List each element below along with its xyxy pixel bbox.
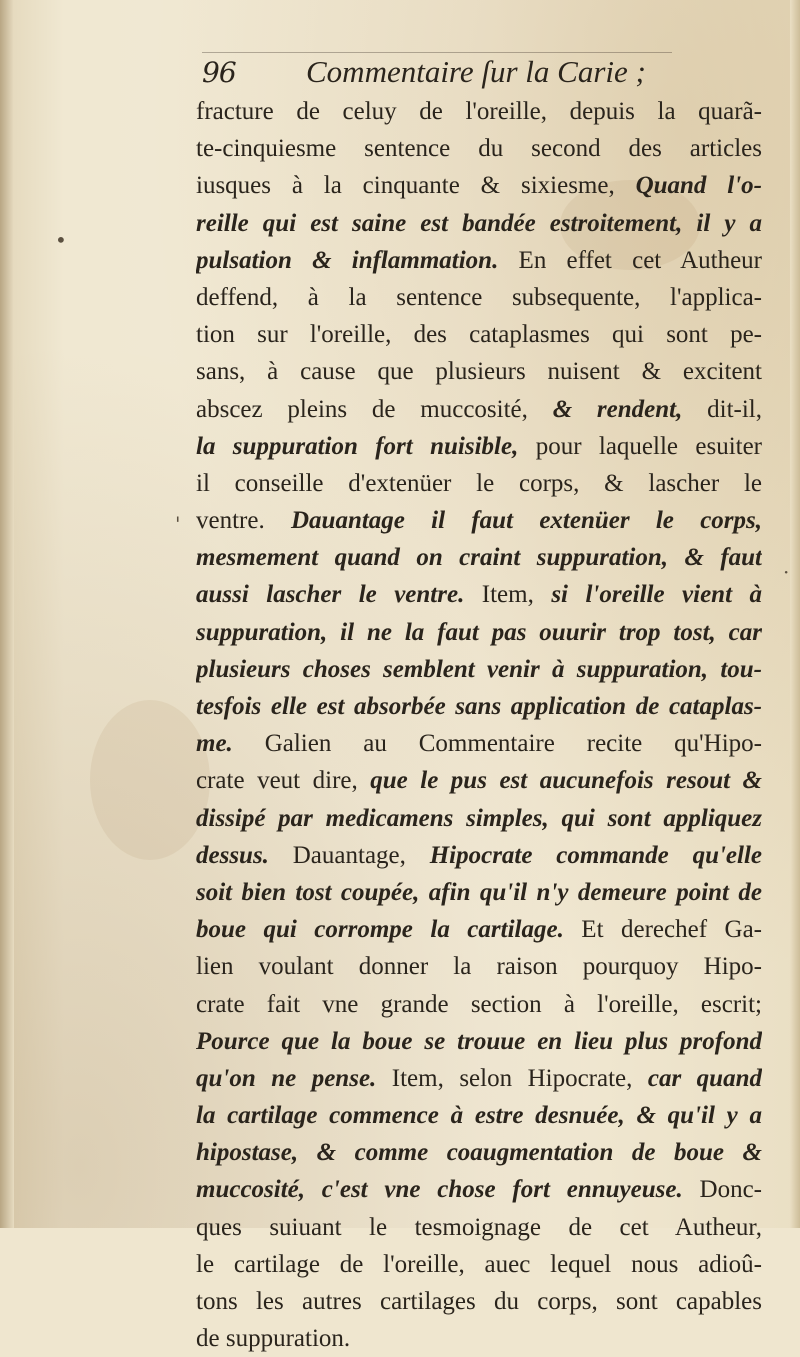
italic-quote-segment: dessus. [196,841,269,869]
text-line [196,1097,762,1134]
text-segment: le cartilage de l'oreille, auec lequel nous adioû- [196,1250,762,1278]
italic-quote-segment: que le pus est aucunefois resout & [370,767,762,795]
body-text [196,93,762,1357]
text-segment: Item, selon Hipocrate, [376,1064,648,1092]
page-gutter [0,0,14,1228]
text-line [196,465,762,502]
text-line [196,428,762,465]
text-segment: sans, à cause que plusieurs nuisent & excitent [196,358,762,386]
text-line [196,614,762,651]
running-head [202,50,682,92]
text-segment: ques suiuant le tesmoignage de cet Autheur, [196,1213,762,1241]
text-segment: iusques à la cinquante & sixiesme, [196,172,636,200]
text-line [196,688,762,725]
text-segment: abscez pleins de muccosité, [196,395,553,423]
running-title: Commentaire ſur la Carie ; [306,54,646,89]
italic-quote-segment: boue qui corrompe la cartilage. [196,916,564,944]
italic-quote-segment: mesmement quand on craint suppuration, & faut [196,544,762,572]
text-line [196,1209,762,1246]
italic-quote-segment: plusieurs choses semblent venir à suppuration, tou- [196,655,762,683]
italic-quote-segment: me. [196,730,233,758]
italic-quote-segment: aussi lascher le ventre. [196,581,465,609]
text-line [196,167,762,204]
italic-quote-segment: & rendent, [552,395,683,423]
text-line [196,1246,762,1283]
text-line [196,1171,762,1208]
text-segment: ventre. [196,507,291,535]
text-segment: fracture de celuy de l'oreille, depuis la quarã- [196,98,762,125]
text-segment: Item, [464,581,552,609]
head-rule [202,52,672,53]
text-line [196,316,762,353]
italic-quote-segment: muccosité, c'est vne chose fort ennuyeuse. [196,1176,683,1204]
text-line [196,93,762,130]
italic-quote-segment: hipostase, & comme coaugmentation de boue & [196,1139,762,1167]
text-line [196,242,762,279]
text-line [196,130,762,167]
text-segment: Donc- [682,1176,762,1204]
italic-quote-segment: reille qui est saine est bandée estroitement, il y a [196,209,762,237]
text-segment: crate fait vne grande section à l'oreille, escrit; [196,990,762,1018]
text-line [196,986,762,1023]
text-line [196,725,762,762]
italic-quote-segment: si l'oreille vient à [551,581,762,609]
text-line [196,1060,762,1097]
text-line [196,837,762,874]
text-line [196,651,762,688]
italic-quote-segment: qu'on ne pense. [196,1064,377,1092]
text-line [196,279,762,316]
italic-quote-segment: car quand [647,1064,762,1092]
italic-quote-segment: pulsation & inflammation. [196,246,499,274]
text-segment: Galien au Commentaire recite qu'Hipo- [232,730,762,758]
italic-quote-segment: soit bien tost coupée, afin qu'il n'y demeure point de [196,878,762,906]
text-line [196,1283,762,1320]
text-line [196,205,762,242]
italic-quote-segment: suppuration, il ne la faut pas ouurir trop tost, car [196,618,762,646]
text-line [196,874,762,911]
text-line [196,539,762,576]
italic-quote-segment: la cartilage commence à estre desnuée, & qu'il y a [196,1102,762,1130]
text-segment: lien voulant donner la raison pourquoy Hipo- [196,953,762,981]
text-segment: dit-il, [682,395,762,423]
text-line [196,502,762,539]
margin-dot: • [55,228,67,252]
text-segment: te-cinquiesme sentence du second des articles [196,135,762,163]
text-segment: pour laquelle esuiter [518,432,762,460]
text-line [196,911,762,948]
text-segment: tion sur l'oreille, des cataplasmes qui sont pe- [196,321,762,349]
italic-quote-segment: Quand l'o- [635,172,762,200]
page-number: 96 [202,56,236,89]
text-segment: Et derechef Ga- [563,916,762,944]
page-edge [790,0,800,1228]
text-segment: crate veut dire, [196,767,371,795]
text-line [196,948,762,985]
paper-stain [90,700,210,860]
text-segment: deffend, à la sentence subsequente, l'applica- [196,283,762,311]
italic-quote-segment: Hipocrate commande qu'elle [429,841,762,869]
text-line [196,1320,762,1357]
italic-quote-segment: tesfois elle est absorbée sans application de cataplas- [196,693,762,720]
text-segment: Dauantage, [268,841,430,869]
text-segment: En effet cet Autheur [498,246,762,274]
margin-tick: ' [175,512,181,536]
text-line [196,762,762,799]
text-line [196,576,762,613]
italic-quote-segment: dissipé par medicamens simples, qui sont appliquez [196,804,762,832]
italic-quote-segment: Dauantage il faut extenüer le corps, [291,507,762,535]
italic-quote-segment: Pource que la boue se trouue en lieu plus profond [196,1027,762,1055]
text-line [196,1134,762,1171]
text-line [196,800,762,837]
italic-quote-segment: la suppuration fort nuisible, [196,432,519,460]
text-line [196,1023,762,1060]
text-line [196,353,762,390]
margin-dot: · [783,560,790,584]
text-line [196,391,762,428]
text-segment: de suppuration. [196,1325,351,1353]
text-segment: tons les autres cartilages du corps, sont capables [196,1288,762,1315]
text-segment: il conseille d'extenüer le corps, & lascher le [196,469,762,497]
